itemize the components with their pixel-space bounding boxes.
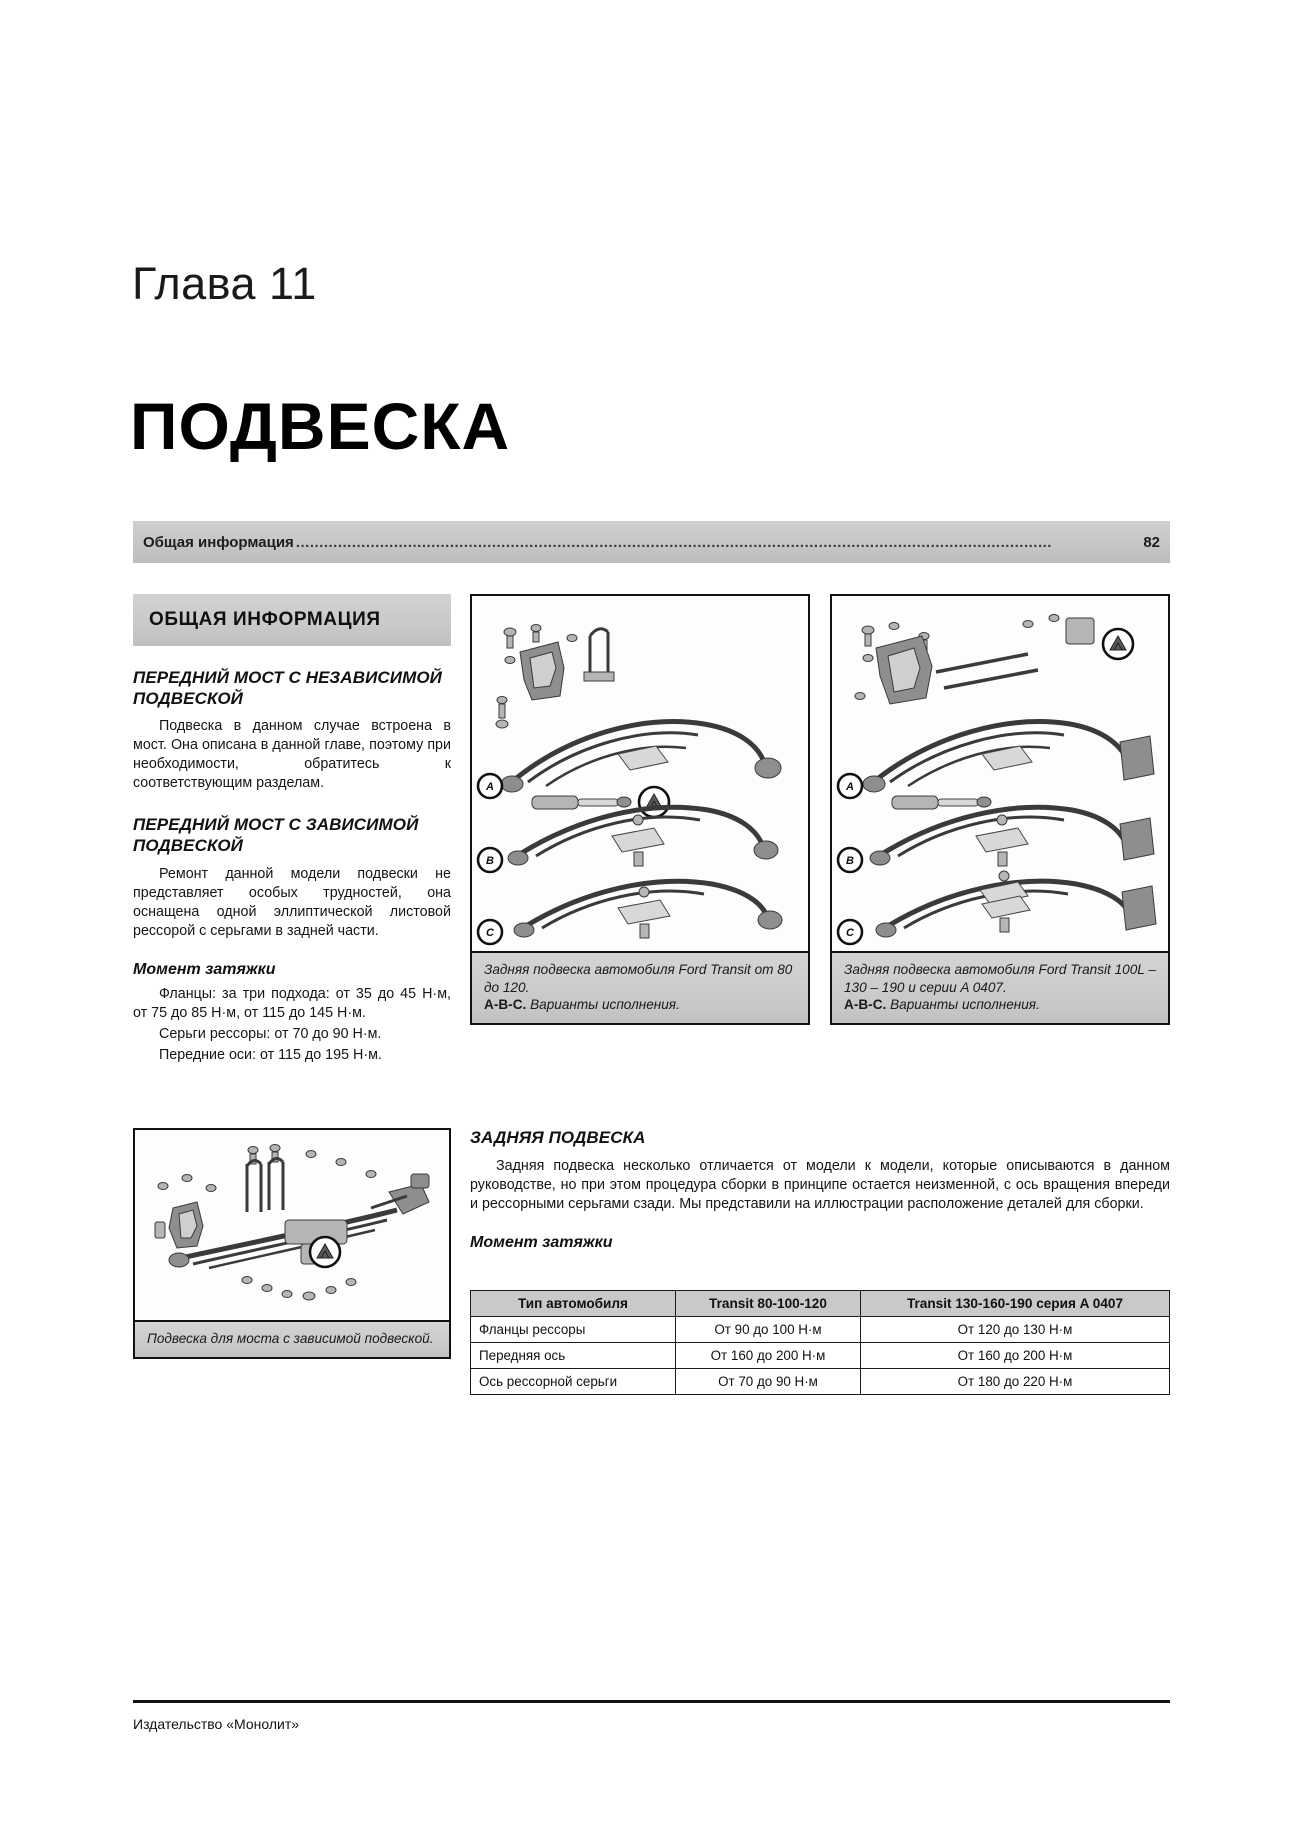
toc-entry-label: Общая информация [143, 533, 294, 551]
svg-text:A: A [486, 781, 494, 793]
heading-front-axle-dependent: ПЕРЕДНИЙ МОСТ С ЗАВИСИМОЙ ПОДВЕСКОЙ [133, 815, 419, 856]
callout-b [478, 848, 502, 872]
heading-torque-right: Момент затяжки [470, 1233, 613, 1251]
table-header-row [471, 1291, 1170, 1317]
torque-spec-front-axles: Передние оси: от 115 до 195 Н·м. [159, 1046, 382, 1063]
callout-b [838, 848, 862, 872]
caption-text-line1: Задняя подвеска автомобиля Ford Transit от 80 до 120. [484, 962, 793, 995]
figure-caption-front [135, 1320, 449, 1357]
caption-variants-key: A-B-C. [844, 997, 887, 1013]
figure-caption-rear-2 [832, 951, 1168, 1023]
torque-specification-table [470, 1290, 1170, 1395]
heading-torque-left: Момент затяжки [133, 960, 276, 978]
paragraph-rear-suspension: Задняя подвеска несколько отличается от модели к модели, которые описываются в данном руководстве, но при этом процедура сборки в принципе остается неизменной, с ось вращения впереди и рессорными серьгами сзади. Мы представили на иллюстрации расположение деталей для сборки. [470, 1157, 1170, 1212]
toc-page-number: 82 [1143, 533, 1160, 551]
svg-text:C: C [486, 927, 494, 939]
table-cell-label: Фланцы рессоры [471, 1317, 676, 1343]
table-row [471, 1343, 1170, 1369]
caption-text-line1: Задняя подвеска автомобиля Ford Transit 100L – 130 – 190 и серии A 0407. [844, 962, 1156, 995]
table-header-transit-80-100-120: Transit 80-100-120 [676, 1291, 861, 1317]
table-cell-value: От 90 до 100 Н·м [676, 1317, 861, 1343]
table-cell-value: От 70 до 90 Н·м [676, 1369, 861, 1395]
table-header-transit-130-160-190: Transit 130-160-190 серия A 0407 [861, 1291, 1170, 1317]
svg-text:C: C [846, 927, 854, 939]
caption-text-line2: Варианты исполнения. [526, 997, 680, 1013]
callout-a [838, 774, 862, 798]
heading-front-axle-independent: ПЕРЕДНИЙ МОСТ С НЕЗАВИСИМОЙ ПОДВЕСКОЙ [133, 668, 443, 708]
callout-c [478, 920, 502, 944]
caption-text-line1: Подвеска для моста с зависимой подвеской. [147, 1331, 434, 1346]
table-cell-label: Передняя ось [471, 1343, 676, 1369]
left-column [133, 594, 451, 1067]
table-header-vehicle-type: Тип автомобиля [471, 1291, 676, 1317]
table-row [471, 1317, 1170, 1343]
technical-drawing-front [135, 1130, 449, 1320]
figure-rear-suspension-100L-190 [830, 594, 1170, 1025]
section-band-general-info [133, 594, 451, 646]
figure-rear-suspension-80-120 [470, 594, 810, 1025]
toc-leader-dots: .................................................................................................................................................................. [295, 533, 1052, 551]
table-cell-value: От 160 до 200 Н·м [861, 1343, 1170, 1369]
table-cell-value: От 160 до 200 Н·м [676, 1343, 861, 1369]
torque-spec-shackles: Серьги рессоры: от 70 до 90 Н·м. [159, 1025, 382, 1042]
page-title: ПОДВЕСКА [130, 389, 511, 463]
technical-drawing-rear-2 [832, 596, 1168, 951]
table-row [471, 1369, 1170, 1395]
heading-rear-suspension: ЗАДНЯЯ ПОДВЕСКА [470, 1128, 646, 1147]
footer-divider [133, 1700, 1170, 1703]
caption-text-line2: Варианты исполнения. [886, 997, 1040, 1013]
figure-front-dependent-suspension [133, 1128, 451, 1359]
callout-a [478, 774, 502, 798]
footer-publisher: Издательство «Монолит» [133, 1716, 300, 1732]
technical-drawing-rear-1 [472, 596, 808, 951]
right-column [470, 1128, 1170, 1258]
table-of-contents-bar [133, 521, 1170, 563]
table-cell-label: Ось рессорной серьги [471, 1369, 676, 1395]
paragraph-front-axle-independent: Подвеска в данном случае встроена в мост. Она описана в данной главе, поэтому при необходимости, обратитесь к соответствующим разделам. [133, 718, 451, 792]
svg-text:B: B [846, 855, 854, 867]
chapter-label: Глава 11 [132, 258, 317, 309]
svg-text:A: A [846, 781, 854, 793]
table-cell-value: От 180 до 220 Н·м [861, 1369, 1170, 1395]
caption-variants-key: A-B-C. [484, 997, 527, 1013]
table-cell-value: От 120 до 130 Н·м [861, 1317, 1170, 1343]
torque-spec-flanges: Фланцы: за три подхода: от 35 до 45 Н·м, от 75 до 85 Н·м, от 115 до 145 Н·м. [133, 985, 451, 1021]
svg-text:B: B [486, 855, 494, 867]
paragraph-front-axle-dependent: Ремонт данной модели подвески не представляет особых трудностей, она оснащена одной эллиптической листовой рессорой с серьгами в задней части. [133, 865, 451, 939]
figure-caption-rear-1 [472, 951, 808, 1023]
band-title: ОБЩАЯ ИНФОРМАЦИЯ [149, 609, 381, 630]
callout-c [838, 920, 862, 944]
